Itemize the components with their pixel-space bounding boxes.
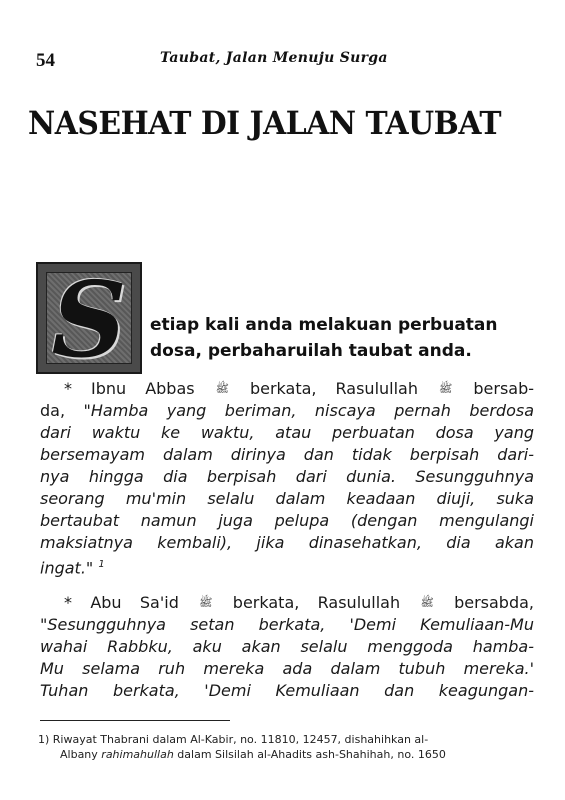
paragraph-line: wahai Rabbku, aku akan selalu menggoda hamba- — [40, 637, 534, 656]
footnote — [38, 732, 538, 762]
lead-line: etiap kali anda melakuan perbuatan — [150, 315, 498, 335]
paragraph-line: ingat." $^1$ — [40, 558, 105, 578]
dropcap-letter: S — [51, 258, 127, 381]
honorific-icon: ﷺ — [215, 382, 229, 395]
chapter-title: NASEHAT DI JALAN TAUBAT — [28, 104, 502, 142]
running-title: Taubat, Jalan Menuju Surga — [160, 50, 388, 66]
paragraph-line: "Sesungguhnya setan berkata, 'Demi Kemuliaan-Mu — [40, 615, 534, 634]
dropcap-box — [36, 258, 142, 381]
lead-line: dosa, perbaharuilah taubat anda. — [150, 341, 472, 361]
paragraph-abu-said — [40, 592, 534, 702]
footnote-line: 1) Riwayat Thabrani dalam Al-Kabir, no. 11810, 12457, dishahihkan al- — [38, 733, 429, 746]
footnote-divider — [40, 720, 230, 721]
lead-text — [150, 312, 540, 364]
paragraph-line: * Abu Sa'id ﷺ berkata, Rasulullah ﷺ bersabda, — [64, 593, 534, 612]
footnote-line: Albany rahimahullah dalam Silsilah al-Ahadits ash-Shahihah, no. 1650 — [60, 748, 446, 761]
paragraph-line: dari waktu ke waktu, atau perbuatan dosa yang — [40, 423, 534, 442]
paragraph-line: * Ibnu Abbas ﷺ berkata, Rasulullah ﷺ bersab- — [64, 379, 535, 398]
paragraph-line: bertaubat namun juga pelupa (dengan mengulangi — [40, 511, 534, 530]
paragraph-line: Tuhan berkata, 'Demi Kemuliaan dan keagungan- — [40, 681, 534, 700]
honorific-icon: ﷺ — [199, 596, 213, 609]
page-number: 54 — [36, 50, 55, 71]
honorific-icon: ﷺ — [420, 596, 434, 609]
paragraph-line: Mu selama ruh mereka ada dalam tubuh mereka.' — [40, 659, 534, 678]
paragraph-ibnu-abbas — [40, 378, 534, 579]
paragraph-line: bersemayam dalam dirinya dan tidak berpisah dari- — [40, 445, 534, 464]
paragraph-line: nya hingga dia berpisah dari dunia. Sesungguhnya — [40, 467, 534, 486]
paragraph-line: da, "Hamba yang beriman, niscaya pernah berdosa — [40, 401, 534, 420]
footnote-reference: 1 — [98, 559, 105, 570]
honorific-icon: ﷺ — [439, 382, 453, 395]
paragraph-line: maksiatnya kembali), jika dinasehatkan, dia akan — [40, 533, 534, 552]
paragraph-line: seorang mu'min selalu dalam keadaan diuji, suka — [40, 489, 534, 508]
